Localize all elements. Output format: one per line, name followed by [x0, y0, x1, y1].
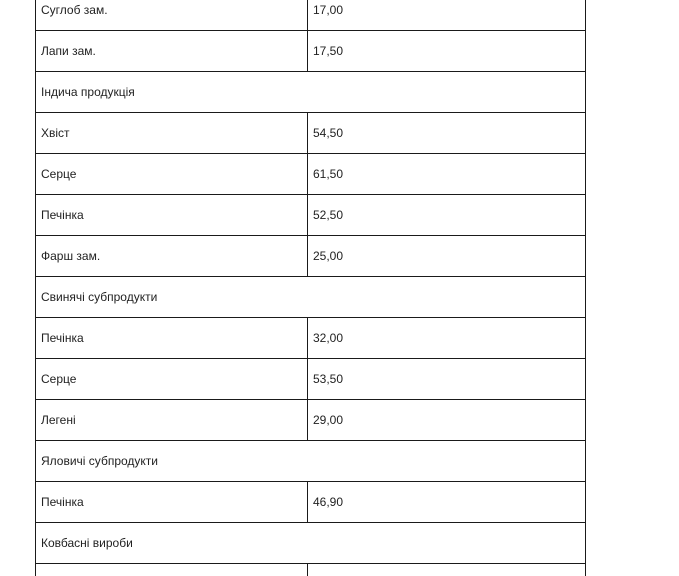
price-table	[35, 0, 586, 576]
category-row	[36, 523, 586, 564]
table-row	[36, 359, 586, 400]
product-price-cell: 17,00	[308, 0, 586, 31]
table-row	[36, 564, 586, 576]
product-name-cell: Печінка	[36, 482, 308, 523]
table-row	[36, 400, 586, 441]
product-name-cell: Серце	[36, 154, 308, 195]
table-row	[36, 195, 586, 236]
product-name-cell: Серце	[36, 359, 308, 400]
product-price-cell: 17,50	[308, 31, 586, 72]
product-name-cell: Печінка	[36, 318, 308, 359]
price-table-body	[36, 0, 586, 576]
product-name-cell: Суглоб зам.	[36, 0, 308, 31]
category-heading-cell: Індича продукція	[36, 72, 586, 113]
product-price-cell: 25,00	[308, 236, 586, 277]
table-row	[36, 31, 586, 72]
category-heading-cell: Яловичі субпродукти	[36, 441, 586, 482]
product-price-cell: 46,90	[308, 482, 586, 523]
product-price-cell: 54,50	[308, 113, 586, 154]
table-row	[36, 482, 586, 523]
category-row	[36, 72, 586, 113]
product-name-cell: Хвіст	[36, 113, 308, 154]
product-name-cell: Фарш зам.	[36, 236, 308, 277]
table-row	[36, 236, 586, 277]
category-row	[36, 277, 586, 318]
table-row	[36, 318, 586, 359]
product-price-cell	[308, 564, 586, 576]
category-heading-cell: Ковбасні вироби	[36, 523, 586, 564]
product-price-cell: 53,50	[308, 359, 586, 400]
product-price-cell: 29,00	[308, 400, 586, 441]
table-row	[36, 154, 586, 195]
product-price-cell: 52,50	[308, 195, 586, 236]
product-name-cell: Легені	[36, 400, 308, 441]
product-price-cell: 32,00	[308, 318, 586, 359]
product-name-cell: Лапи зам.	[36, 31, 308, 72]
category-row	[36, 441, 586, 482]
table-row	[36, 113, 586, 154]
product-price-cell: 61,50	[308, 154, 586, 195]
product-name-cell: Печінка	[36, 195, 308, 236]
product-name-cell	[36, 564, 308, 576]
category-heading-cell: Свинячі субпродукти	[36, 277, 586, 318]
table-row	[36, 0, 586, 31]
